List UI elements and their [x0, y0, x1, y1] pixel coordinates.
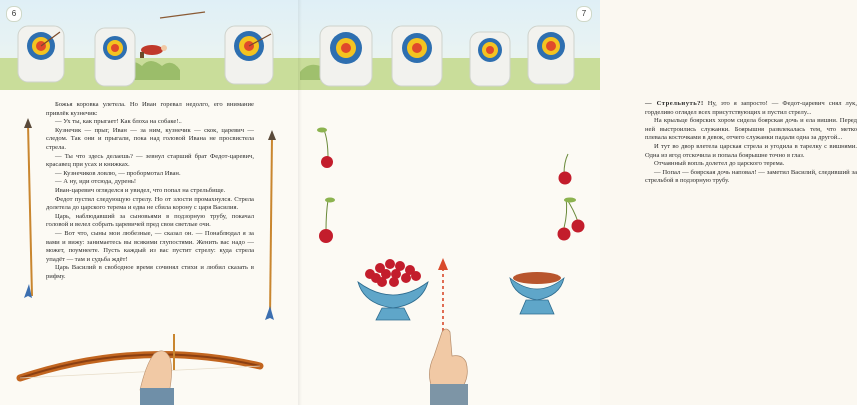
paragraph: И тут во двор влетела царская стрела и угодила в тарелку с вишнями. Одна из ягод отскочила и попала боярышне точно в глаз.	[645, 142, 857, 159]
cherry-illustration	[316, 196, 346, 246]
paragraph: — Ух ты, как прыгает! Как блоха на собаке!..	[55, 118, 182, 126]
right-page	[300, 0, 857, 405]
paragraph: Кузнечик — прыг, Иван — за ним, кузнечик — скок, царевич — следом. Так они и прыгали, пока над головой Ивана не просвистела стрела.	[46, 126, 254, 151]
paragraph: — Ты что здесь делаешь? — зевнул старший брат Федот-царевич, красавец при усах и книжках.	[46, 152, 254, 169]
cherry-illustration	[556, 196, 586, 246]
paragraph: Ну, это я запросто! — Федот-царевич снял лук, горделиво оглядел всех присутствующих и пустил стрелу...	[645, 100, 857, 116]
dropcap-lead: — Стрельнуть?!	[645, 100, 704, 107]
bowl-of-cherries-illustration	[352, 252, 434, 324]
paragraph: Царь Василий в свободное время сочинял стихи и любил сказать в рифму.	[46, 264, 254, 280]
page-number-right: 7	[576, 6, 592, 22]
bowl-of-pits-illustration	[504, 262, 570, 328]
paragraph: На крыльце боярских хором сидела боярская дочь и ела вишни. Перед ней выстроились служанки. Боярышня развлекалась тем, что метко плевала косточками в девок, отчего служанки падали одна за другой...	[645, 117, 857, 142]
paragraph: — А ну, иди отсюда, дурень!	[55, 178, 137, 186]
arrow-illustration-right	[262, 130, 286, 326]
paragraph: — Попал — боярская дочь наповал! — заметил Василий, следивший за стрельбой в подзорную трубу.	[645, 168, 857, 185]
cherry-illustration	[314, 126, 340, 170]
left-page	[0, 0, 300, 405]
paragraph: Царь, наблюдавший за сыновьями в подзорную трубу, покачал головой и велел собрать царевичей пред свои светлые очи.	[46, 212, 254, 229]
right-story-text	[645, 100, 857, 186]
paragraph: Отчаянный вопль долетел до царского терема.	[654, 160, 785, 168]
paragraph: Иван-царевич огляделся и увидел, что попал на стрельбище.	[55, 186, 226, 194]
paragraph: Федот пустил следующую стрелу. Но от злости промахнулся. Стрела долетела до царского терема и едва не сбила корону с царя Василия.	[46, 195, 254, 212]
hand-illustration	[418, 326, 480, 405]
paragraph: — Кузнечиков ловлю, — пробормотал Иван.	[55, 169, 181, 177]
left-story-text	[46, 101, 254, 281]
paragraph: Божья коровка улетела. Но Иван горевал недолго, его внимание привлёк кузнечик:	[46, 101, 254, 117]
paragraph: — Вот что, сыны мои любезные, — сказал он. — Понаблюдал я за вами и вижу: занимаетесь вы всякими глупостями. Женить вас надо — может, поумнеете. Пусть каждый из вас пустит стрелу: куда стрела упадёт — там и судьба ждёт!	[46, 229, 254, 263]
bow-and-hand-illustration	[0, 330, 300, 405]
page-number-left: 6	[6, 6, 22, 22]
cherry-illustration	[554, 152, 580, 186]
arrow-illustration-left	[14, 118, 38, 304]
